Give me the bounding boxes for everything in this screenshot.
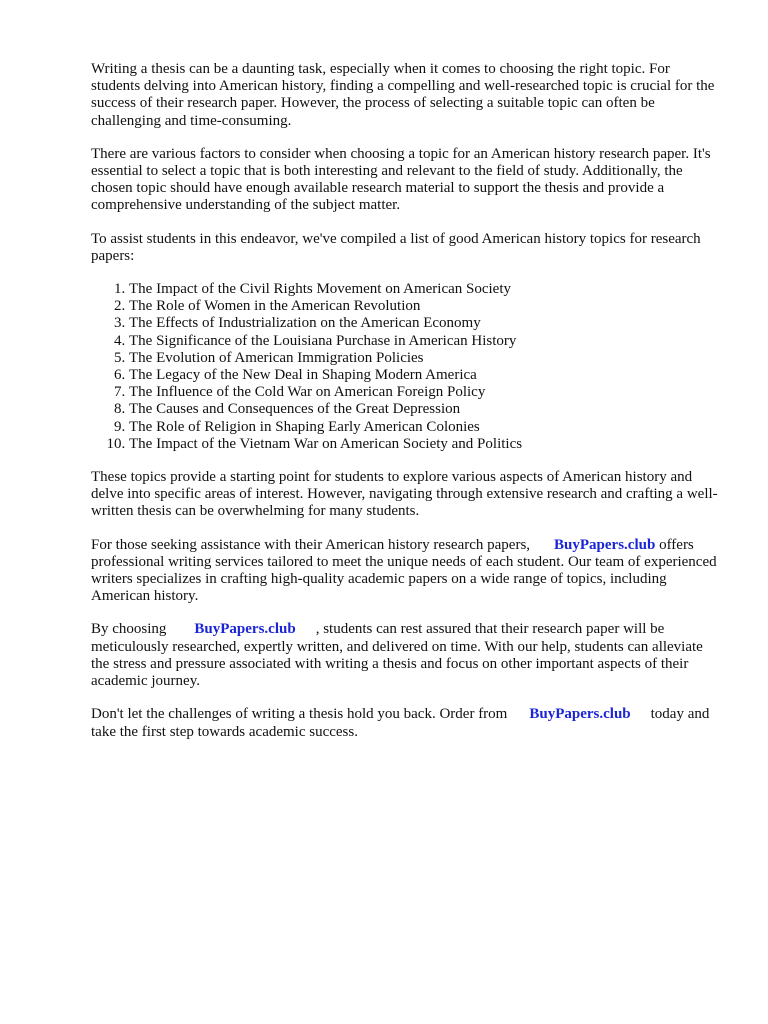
paragraph-choosing-rest: , students can rest assured that their research paper will be meticulously researched, expertly written, and delivered on time. With our help, students can alleviate the stress and pressure associated with writing a thesis and focus on other important aspects of their academic journey. [91,621,703,690]
paragraph-choosing-lead: By choosing [91,621,167,638]
list-item: 4. The Significance of the Louisiana Purchase in American History [129,333,719,350]
list-item: 5. The Evolution of American Immigration Policies [129,350,719,367]
list-item: 7. The Influence of the Cold War on American Foreign Policy [129,384,719,401]
buypapers-link[interactable]: BuyPapers.club [554,536,656,553]
paragraph-order-rest: today and take the first step towards academic success. [91,706,710,740]
paragraph-starting-point: These topics provide a starting point for students to explore various aspects of American history and delve into specific areas of interest. However, navigating through extensive research and crafting a well-written thesis can be overwhelming for many students. [91,469,718,520]
list-item: 8. The Causes and Consequences of the Great Depression [129,401,719,418]
document-body [91,61,719,757]
buypapers-link[interactable]: BuyPapers.club [194,621,296,638]
list-item: 2. The Role of Women in the American Revolution [129,298,719,315]
list-item: 3. The Effects of Industrialization on the American Economy [129,315,719,332]
paragraph-assistance-rest: offers professional writing services tailored to meet the unique needs of each student. Our team of experienced writers specializes in crafting high-quality academic papers on a wide range of topics, including American history. [91,536,717,605]
paragraph-assistance [91,537,719,606]
paragraph-factors: There are various factors to consider when choosing a topic for an American history research paper. It's essential to select a topic that is both interesting and relevant to the field of study. Additionally, the chosen topic should have enough available research material to support the thesis and provide a comprehensive understanding of the subject matter. [91,145,711,214]
paragraph-list-intro: To assist students in this endeavor, we've compiled a list of good American history topics for research papers: [91,230,701,264]
list-item: 1. The Impact of the Civil Rights Movement on American Society [129,281,719,298]
paragraph-choosing [91,621,719,690]
paragraph-order-lead: Don't let the challenges of writing a thesis hold you back. Order from [91,706,508,723]
paragraph-assistance-lead: For those seeking assistance with their American history research papers, [91,536,531,553]
paragraph-order [91,706,719,740]
list-item: 10. The Impact of the Vietnam War on American Society and Politics [129,436,719,453]
list-item: 6. The Legacy of the New Deal in Shaping Modern America [129,367,719,384]
buypapers-link[interactable]: BuyPapers.club [529,706,631,723]
paragraph-intro: Writing a thesis can be a daunting task, especially when it comes to choosing the right topic. For students delving into American history, finding a compelling and well-researched topic is crucial for the success of their research paper. However, the process of selecting a suitable topic can often be challenging and time-consuming. [91,61,715,129]
topic-list [91,281,719,453]
list-item: 9. The Role of Religion in Shaping Early American Colonies [129,419,719,436]
